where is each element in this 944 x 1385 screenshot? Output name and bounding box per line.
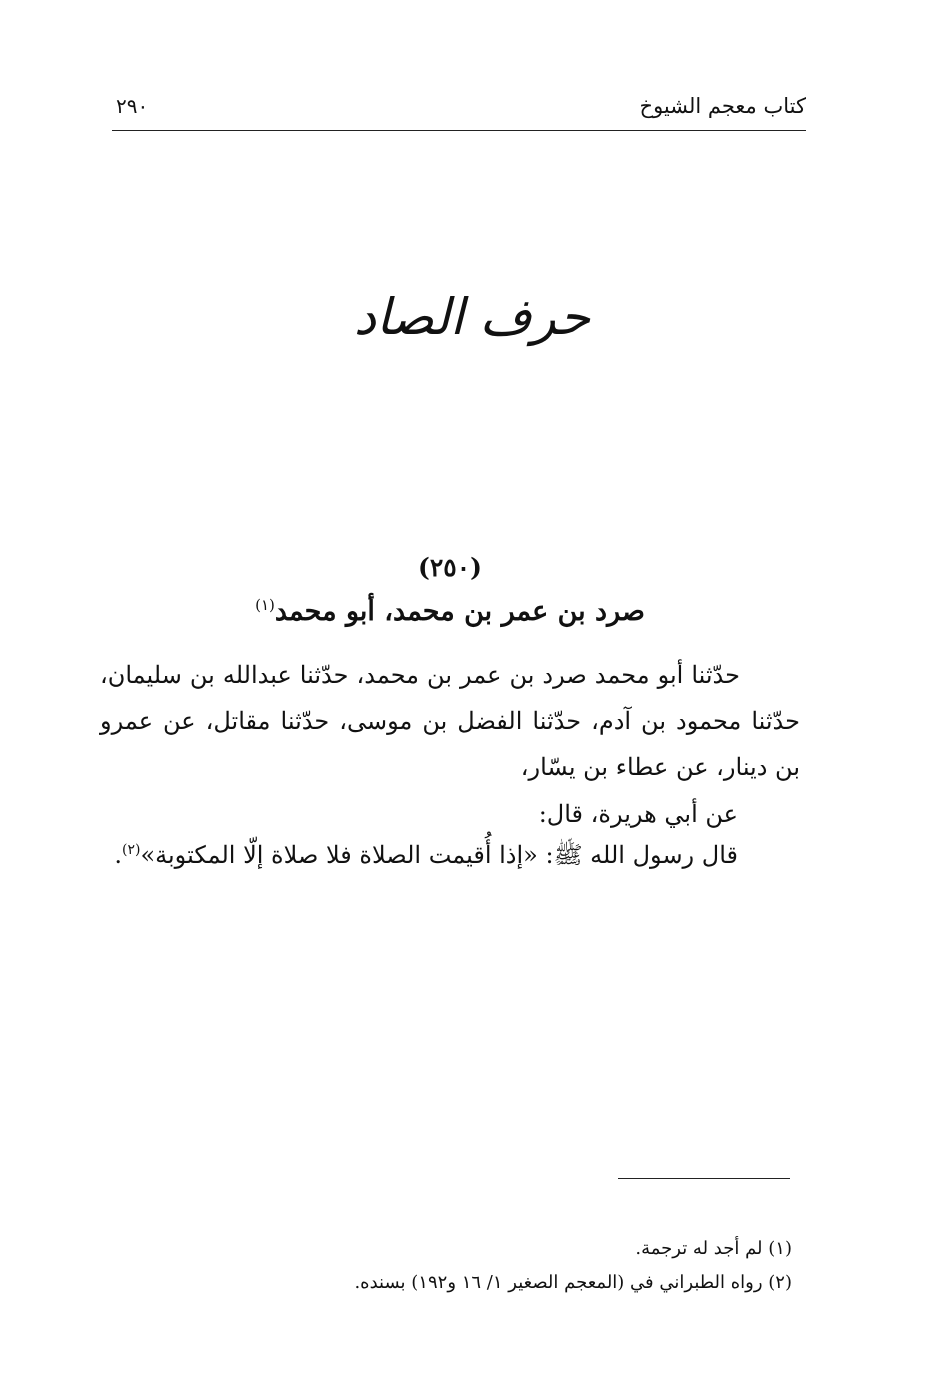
hadith-line	[114, 840, 738, 875]
footnote-2: (٢) رواه الطبراني في (المعجم الصغير ١/ ١٦ و١٩٢) بسنده.	[354, 1272, 792, 1293]
hadith-end: .	[114, 841, 122, 869]
footnote-divider	[618, 1178, 790, 1179]
page-number: ٢٩٠	[116, 94, 149, 118]
running-header	[112, 88, 806, 131]
footnote-ref-2: (٢)	[121, 842, 141, 858]
entry-name: صرد بن عمر بن محمد، أبو محمد	[274, 596, 645, 627]
footnote-1: (١) لم أجد له ترجمة.	[635, 1238, 792, 1259]
entry-number: (٢٥٠)	[418, 553, 482, 582]
narrator-line: عن أبي هريرة، قال:	[538, 800, 738, 828]
isnad-paragraph: حدّثنا أبو محمد صرد بن عمر بن محمد، حدّثنا عبدالله بن سليمان، حدّثنا محمود بن آدم، حدّثنا الفضل بن موسى، حدّثنا مقاتل، عن عمرو بن دينار، عن عطاء بن يسّار،	[100, 661, 800, 781]
hadith-text: قال رسول الله ﷺ: «إذا أُقيمت الصلاة فلا صلاة إلّا المكتوبة»	[140, 841, 738, 869]
footnote-ref-1: (١)	[255, 596, 275, 614]
book-title: كتاب معجم الشيوخ	[639, 94, 806, 118]
chapter-title: حرف الصاد	[353, 288, 591, 346]
entry-heading	[0, 596, 900, 627]
